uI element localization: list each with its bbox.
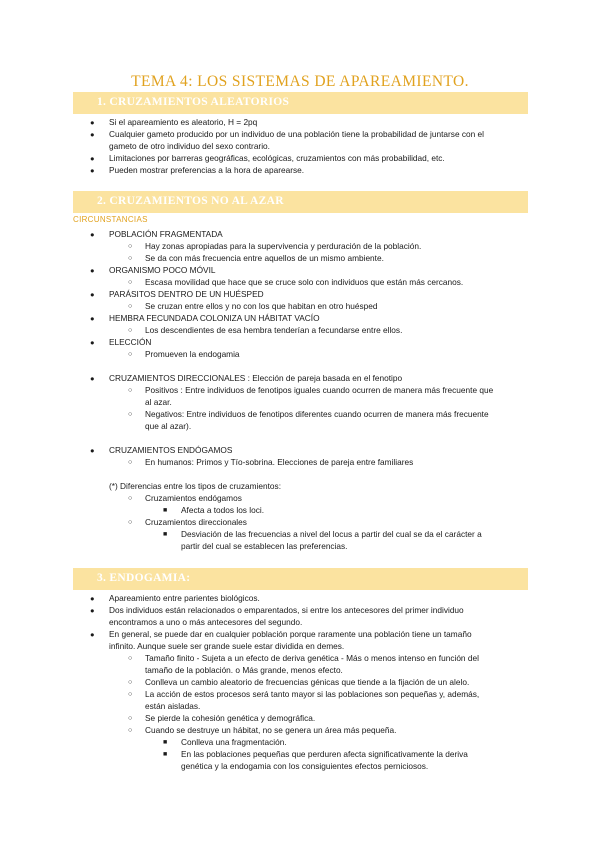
bullet-icon: ●	[90, 154, 95, 163]
list-item: están aisladas.	[145, 701, 201, 711]
list-item: Positivos : Entre individuos de fenotipos iguales cuando ocurren de manera más frecuente que	[145, 385, 494, 395]
bullet-icon: ●	[90, 374, 95, 383]
list-item: Conlleva una fragmentación.	[181, 737, 287, 747]
section-heading: 2. CRUZAMIENTOS NO AL AZAR	[97, 195, 284, 207]
sub-bullet-icon: ○	[128, 255, 133, 262]
list-item: Se da con más frecuencia entre aquellos de un mismo ambiente.	[145, 253, 384, 263]
bullet-icon: ●	[90, 314, 95, 323]
sub-bullet-icon: ○	[128, 655, 133, 662]
page-title: TEMA 4: LOS SISTEMAS DE APAREAMIENTO.	[131, 73, 469, 90]
subheading: CIRCUNSTANCIAS	[73, 215, 148, 224]
list-item: gameto de otro individuo del sexo contrario.	[109, 141, 270, 151]
list-item: PARÁSITOS DENTRO DE UN HUÉSPED	[109, 289, 264, 299]
sub-bullet-icon: ○	[128, 519, 133, 526]
list-item: genética y la endogamia con los consiguientes efectos perniciosos.	[181, 761, 429, 771]
bullet-icon: ●	[90, 338, 95, 347]
list-item: Cuando se destruye un hábitat, no se genera un área más pequeña.	[145, 725, 397, 735]
bullet-icon: ●	[90, 290, 95, 299]
list-item: Se cruzan entre ellos y no con los que habitan en otro huésped	[145, 301, 378, 311]
bullet-icon: ●	[90, 606, 95, 615]
sub-bullet-icon: ○	[128, 327, 133, 334]
list-item: encontramos a uno o más antecesores del segundo.	[109, 617, 303, 627]
square-bullet-icon: ■	[163, 739, 168, 746]
list-item: Los descendientes de esa hembra tenderían a fecundarse entre ellos.	[145, 325, 403, 335]
sub-bullet-icon: ○	[128, 279, 133, 286]
bullet-icon: ●	[90, 166, 95, 175]
list-item: al azar.	[145, 397, 172, 407]
sub-bullet-icon: ○	[128, 715, 133, 722]
list-item: La acción de estos procesos será tanto mayor si las poblaciones son pequeñas y, además,	[145, 689, 480, 699]
list-item: Si el apareamiento es aleatorio, H = 2pq	[109, 117, 258, 127]
sub-bullet-icon: ○	[128, 411, 133, 418]
section-heading: 1. CRUZAMIENTOS ALEATORIOS	[97, 96, 290, 108]
square-bullet-icon: ■	[163, 751, 168, 758]
list-item: POBLACIÓN FRAGMENTADA	[109, 229, 223, 239]
sub-bullet-icon: ○	[128, 691, 133, 698]
section-heading-band	[73, 92, 528, 114]
list-item: tamaño de la población. o Más grande, menos efecto.	[145, 665, 343, 675]
list-item: En humanos: Primos y Tío-sobrina. Elecciones de pareja entre familiares	[145, 457, 414, 467]
list-item: CRUZAMIENTOS ENDÓGAMOS	[109, 445, 233, 455]
list-item: Apareamiento entre parientes biológicos.	[109, 593, 260, 603]
list-item: HEMBRA FECUNDADA COLONIZA UN HÁBITAT VACÍO	[109, 313, 320, 323]
sub-bullet-icon: ○	[128, 459, 133, 466]
bullet-icon: ●	[90, 130, 95, 139]
list-item: Conlleva un cambio aleatorio de frecuencias génicas que tiende a la fijación de un alelo.	[145, 677, 470, 687]
sub-bullet-icon: ○	[128, 495, 133, 502]
sub-bullet-icon: ○	[128, 303, 133, 310]
list-item: Pueden mostrar preferencias a la hora de aparearse.	[109, 165, 305, 175]
section-heading: 3. ENDOGAMIA:	[97, 572, 191, 584]
sub-bullet-icon: ○	[128, 679, 133, 686]
bullet-icon: ●	[90, 230, 95, 239]
list-item: Dos individuos están relacionados o emparentados, si entre los antecesores del primer individuo	[109, 605, 464, 615]
list-item: Cruzamientos direccionales	[145, 517, 247, 527]
bullet-icon: ●	[90, 446, 95, 455]
list-item: Tamaño finito - Sujeta a un efecto de deriva genética - Más o menos intenso en función del	[145, 653, 479, 663]
list-item: que al azar).	[145, 421, 192, 431]
bullet-icon: ●	[90, 594, 95, 603]
note-text: (*) Diferencias entre los tipos de cruzamientos:	[109, 481, 282, 491]
section-heading-band	[73, 191, 528, 213]
sub-bullet-icon: ○	[128, 727, 133, 734]
list-item: Promueven la endogamia	[145, 349, 240, 359]
bullet-icon: ●	[90, 118, 95, 127]
list-item: Escasa movilidad que hace que se cruce solo con individuos que están más cercanos.	[145, 277, 464, 287]
list-item: Desviación de las frecuencias a nivel del locus a partir del cual se da el carácter a	[181, 529, 482, 539]
section-heading-band	[73, 568, 528, 590]
list-item: CRUZAMIENTOS DIRECCIONALES : Elección de pareja basada en el fenotipo	[109, 373, 403, 383]
list-item: Hay zonas apropiadas para la supervivencia y perduración de la población.	[145, 241, 422, 251]
list-item: Negativos: Entre individuos de fenotipos diferentes cuando ocurren de manera más frecuente	[145, 409, 489, 419]
list-item: Limitaciones por barreras geográficas, ecológicas, cruzamientos con más probabilidad, etc.	[109, 153, 445, 163]
list-item: Cualquier gameto producido por un individuo de una población tiene la probabilidad de juntarse con el	[109, 129, 485, 139]
bullet-icon: ●	[90, 266, 95, 275]
list-item: Cruzamientos endógamos	[145, 493, 242, 503]
list-item: Se pierde la cohesión genética y demográfica.	[145, 713, 316, 723]
square-bullet-icon: ■	[163, 531, 168, 538]
square-bullet-icon: ■	[163, 507, 168, 514]
list-item: infinito. Aunque suele ser grande suele estar dividida en demes.	[109, 641, 345, 651]
list-item: partir del cual se establecen las preferencias.	[181, 541, 348, 551]
list-item: En general, se puede dar en cualquier población porque raramente una población tiene un tamaño	[109, 629, 472, 639]
sub-bullet-icon: ○	[128, 243, 133, 250]
sub-bullet-icon: ○	[128, 351, 133, 358]
list-item: ORGANISMO POCO MÓVIL	[109, 265, 216, 275]
list-item: ELECCIÓN	[109, 337, 152, 347]
list-item: Afecta a todos los loci.	[181, 505, 265, 515]
list-item: En las poblaciones pequeñas que perduren afecta significativamente la deriva	[181, 749, 468, 759]
bullet-icon: ●	[90, 630, 95, 639]
sub-bullet-icon: ○	[128, 387, 133, 394]
